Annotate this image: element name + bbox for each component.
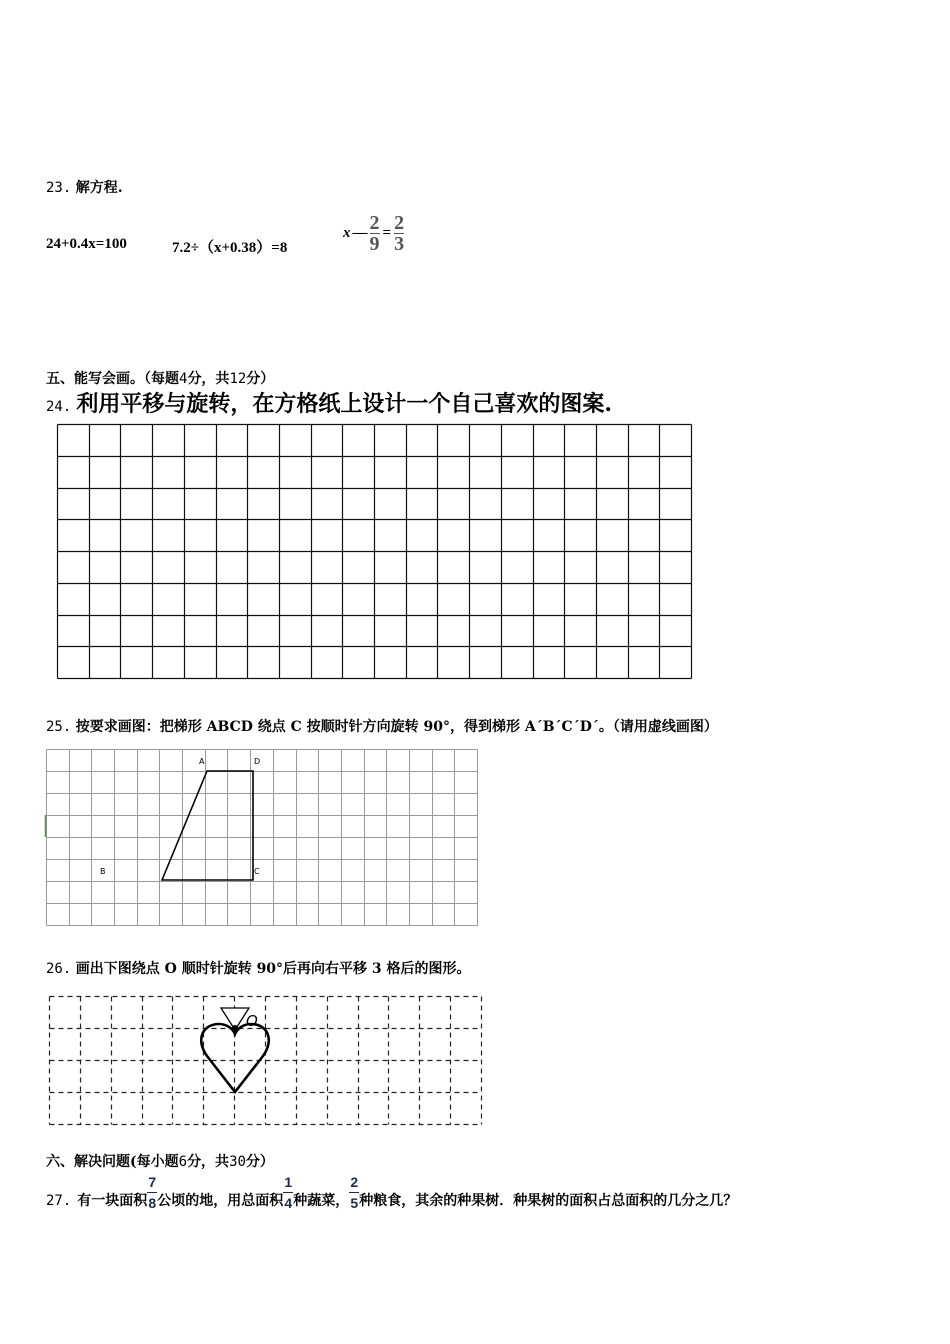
q25-label-c: C — [254, 867, 260, 876]
q25-label-b: B — [100, 867, 106, 876]
q27-frac2-numerator: 1 — [284, 1174, 293, 1190]
section-6-heading — [46, 1153, 274, 1171]
q26-dashed-grid — [50, 997, 482, 1125]
q23-equation-2: 7.2÷（x+0.38）=8 — [172, 240, 288, 256]
q26-number: 26. — [46, 961, 72, 977]
q27-frac1-denominator: 8 — [148, 1195, 157, 1211]
q27-text-4: 种粮食，其余的种果树．种果树的面积占总面积的几分之几？ — [359, 1193, 738, 1209]
section-6-heading-end: 分） — [245, 1154, 274, 1170]
q23-eq3-frac2-denominator: 3 — [394, 232, 405, 255]
q25-label-a: A — [199, 757, 205, 766]
q25-heading — [46, 718, 718, 736]
q25-text: 按要求画图：把梯形 ABCD 绕点 C 按顺时针方向旋转 90°，得到梯形 A´B´C´D´。（请用虚线画图） — [75, 719, 718, 735]
q23-eq3-frac1-denominator: 9 — [369, 232, 380, 255]
q27-text-2: 公顷的地，用总面积 — [157, 1193, 284, 1209]
section-6-points: 6 — [178, 1154, 188, 1170]
q23-number: 23. — [46, 180, 72, 196]
q26-point-o — [232, 1025, 238, 1031]
section-5-heading-end: 分） — [246, 371, 275, 387]
q23-heading — [46, 179, 123, 197]
q25-trapezoid-abcd — [162, 771, 253, 880]
q27-fraction-7-8 — [147, 1173, 157, 1212]
q24-number: 24. — [46, 399, 72, 415]
q25-number: 25. — [46, 719, 72, 735]
q26-figure — [49, 996, 483, 1126]
q27-frac2-denominator: 4 — [284, 1195, 293, 1211]
q27-fraction-2-5 — [349, 1173, 359, 1212]
q27-frac3-numerator: 2 — [350, 1174, 359, 1190]
q23-eq3-equals: = — [382, 224, 392, 241]
q24-text: 利用平移与旋转，在方格纸上设计一个自己喜欢的图案. — [76, 391, 613, 417]
q23-eq3-fraction-1 — [369, 211, 380, 255]
q27-text-1: 有一块面积 — [77, 1193, 148, 1209]
q27-fraction-1-4 — [283, 1173, 293, 1212]
section-6-heading-mid: 分，共 — [187, 1154, 230, 1170]
section-5-heading — [46, 370, 274, 388]
section-5-points: 4 — [179, 371, 188, 387]
q23-title: 解方程. — [75, 180, 123, 196]
q27-question — [46, 1170, 737, 1212]
q27-text-3: 种蔬菜， — [293, 1193, 350, 1209]
fraction-bar — [349, 1192, 359, 1193]
q26-text: 画出下图绕点 O 顺时针旋转 90°后再向右平移 3 格后的图形。 — [75, 961, 471, 977]
q23-eq3-frac1-numerator: 2 — [369, 211, 380, 234]
q23-eq3-minus: — — [352, 224, 368, 241]
section-6-heading-text: 六、解决问题(每小题 — [46, 1154, 179, 1170]
section-6-total: 30 — [229, 1154, 246, 1170]
section-5-total: 12 — [229, 371, 247, 387]
q26-label-o: O — [246, 1012, 258, 1030]
q23-equation-3 — [343, 208, 404, 258]
q24-square-grid — [57, 424, 693, 680]
section-5-heading-text: 五、能写会画。（每题 — [46, 371, 179, 387]
q24-heading — [46, 391, 612, 417]
q23-eq3-frac2-numerator: 2 — [394, 211, 405, 234]
q25-grid — [47, 750, 478, 926]
q26-heading — [46, 960, 471, 978]
q23-eq3-fraction-2 — [394, 211, 405, 255]
q27-number: 27. — [46, 1193, 72, 1209]
q23-eq3-variable: x — [343, 224, 351, 241]
q27-frac3-denominator: 5 — [350, 1195, 359, 1211]
q27-frac1-numerator: 7 — [148, 1174, 157, 1190]
section-5-heading-mid: 分，共 — [187, 371, 230, 387]
q25-figure — [46, 749, 479, 927]
q23-equation-1: 24+0.4x=100 — [46, 236, 127, 252]
q25-label-d: D — [254, 757, 261, 766]
fraction-bar — [147, 1192, 157, 1193]
fraction-bar — [283, 1192, 293, 1193]
